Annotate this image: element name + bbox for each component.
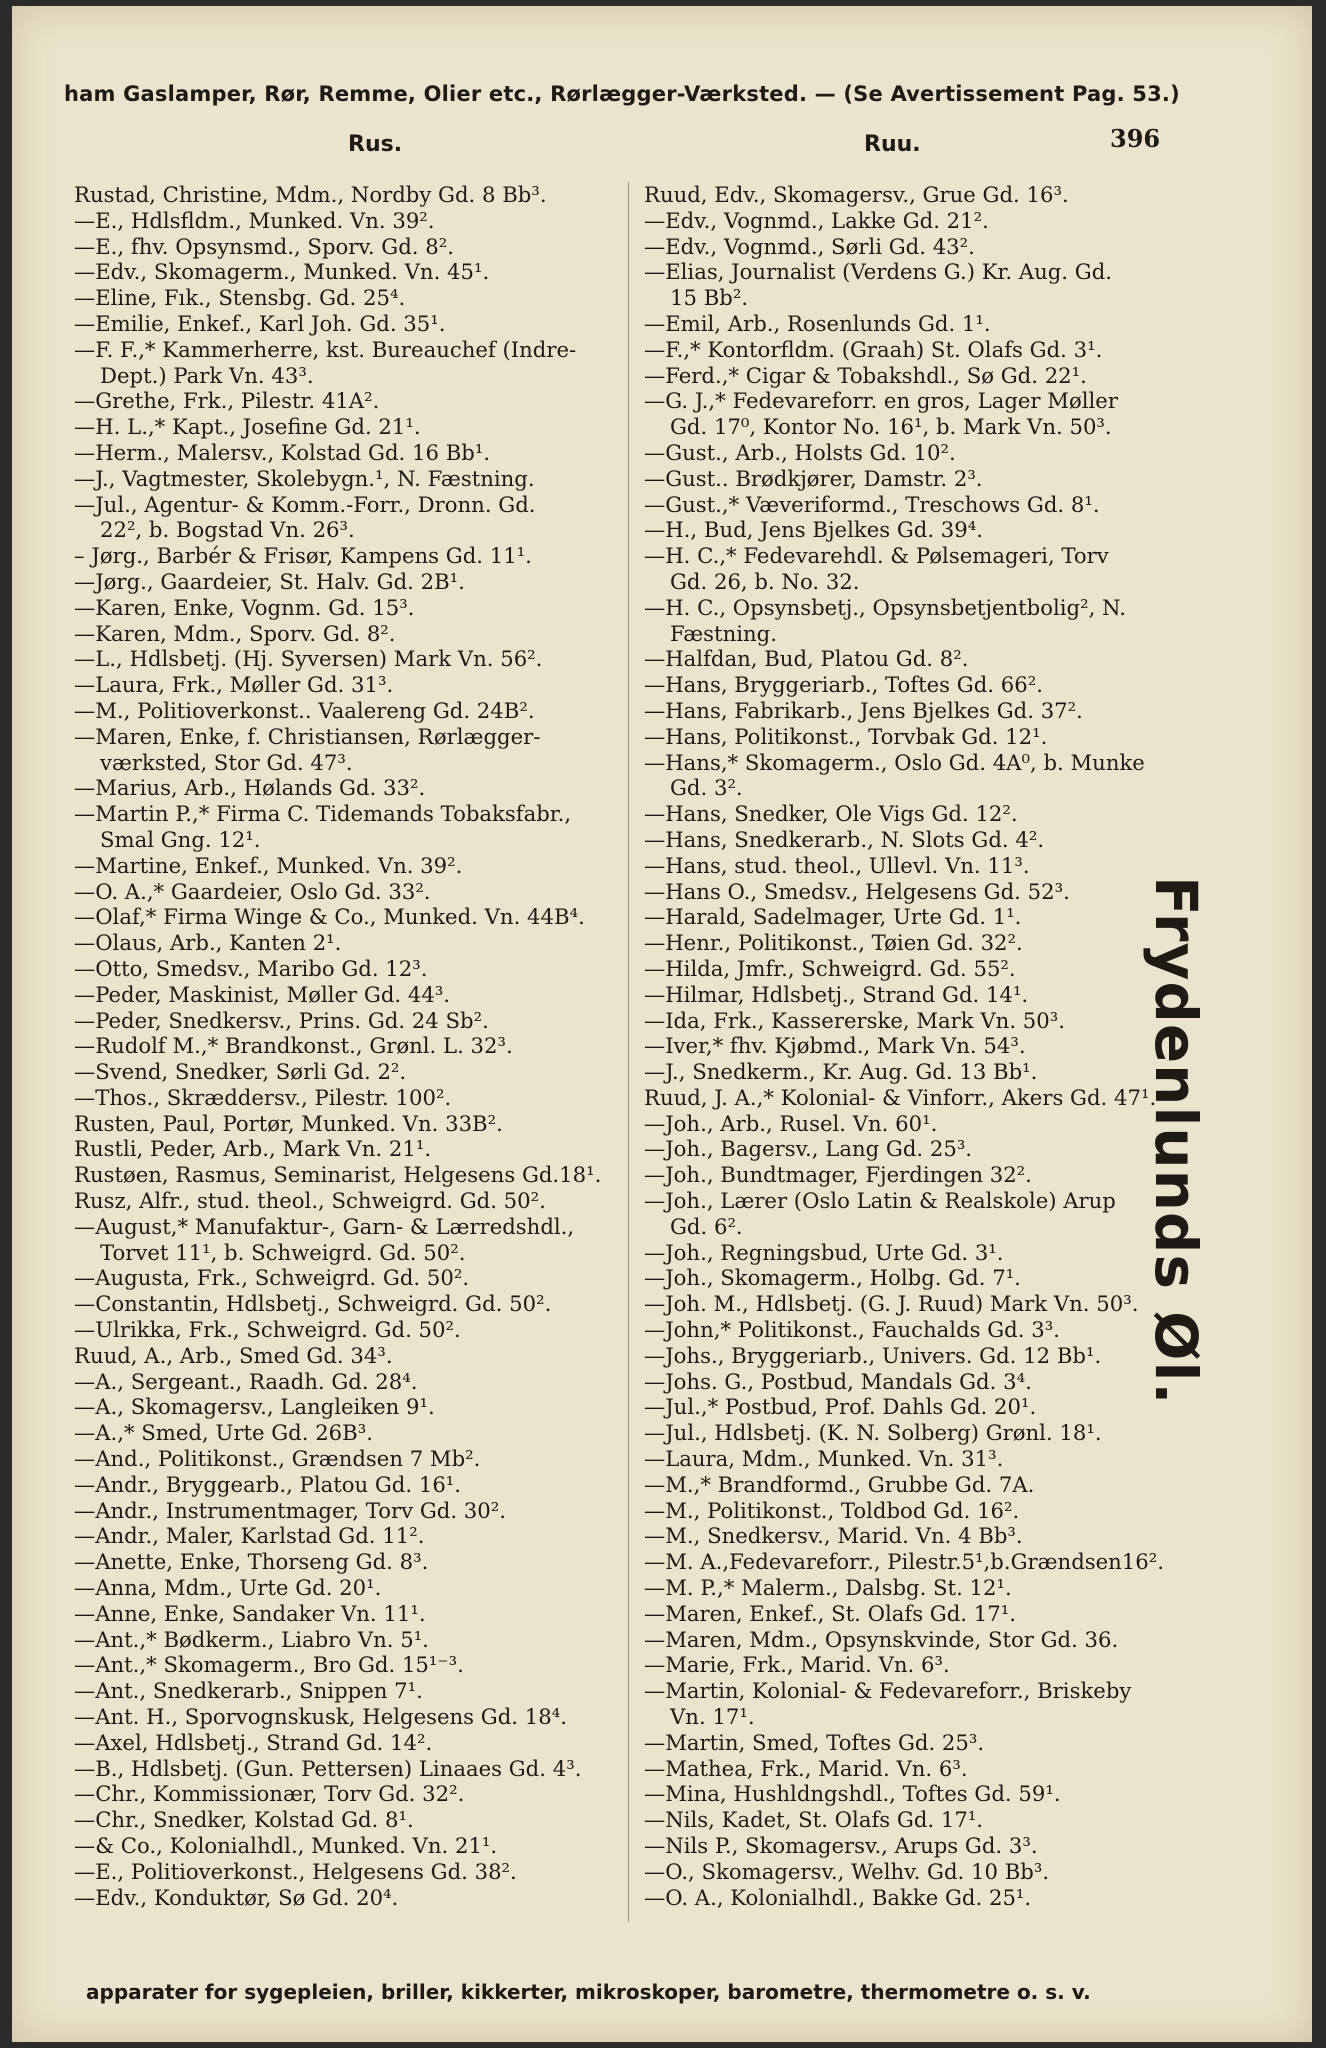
directory-entry: —Chr., Snedker, Kolstad Gd. 8¹. (74, 1807, 414, 1833)
directory-entry: Gd. 3². (670, 775, 743, 801)
directory-entry: —Maren, Enke, f. Christiansen, Rørlægger- (74, 723, 541, 749)
directory-entry: —M., Politioverkonst.. Vaalereng Gd. 24B². (74, 697, 535, 723)
right-column (644, 182, 1204, 1910)
directory-entry: —Chr., Kommissionær, Torv Gd. 32². (74, 1781, 465, 1807)
directory-entry: —Nils P., Skomagersv., Arups Gd. 3³. (644, 1833, 1038, 1858)
directory-entry: —Emil, Arb., Rosenlunds Gd. 1¹. (644, 310, 991, 336)
directory-entry: —Hans O., Smedsv., Helgesens Gd. 52³. (644, 878, 1070, 904)
directory-entry: Fæstning. (670, 620, 777, 646)
directory-entry: —Rudolf M.,* Brandkonst., Grønl. L. 32³. (74, 1033, 513, 1059)
directory-entry: —A.,* Smed, Urte Gd. 26B³. (74, 1420, 373, 1446)
bottom-advertisement: apparater for sygepleien, briller, kikkerter, mikroskoper, barometre, thermometre o. s. v. (86, 1980, 1091, 2004)
directory-entry: —J., Vagtmester, Skolebygn.¹, N. Fæstning. (74, 465, 535, 491)
header-left-word: Rus. (348, 132, 403, 157)
directory-entry: —Laura, Mdm., Munked. Vn. 31³. (644, 1446, 1004, 1472)
directory-entry: —A., Sergeant., Raadh. Gd. 28⁴. (74, 1368, 418, 1394)
directory-entry: —Gust.. Brødkjører, Damstr. 2³. (644, 465, 983, 491)
side-advertisement: Frydenlunds Øl. (1142, 876, 1210, 1406)
left-column (74, 182, 634, 1910)
page-number: 396 (1110, 124, 1161, 153)
directory-entry: —E., Politioverkonst., Helgesens Gd. 38². (74, 1858, 517, 1884)
directory-entry: Gd. 17⁰, Kontor No. 16¹, b. Mark Vn. 50³. (670, 414, 1112, 440)
directory-entry: —Maren, Mdm., Opsynskvinde, Stor Gd. 36. (644, 1626, 1119, 1652)
directory-entry: —Iver,* fhv. Kjøbmd., Mark Vn. 54³. (644, 1033, 1026, 1059)
directory-entry: —M., Politikonst., Toldbod Gd. 16². (644, 1497, 1020, 1523)
directory-entry: —Gust., Arb., Holsts Gd. 10². (644, 439, 956, 465)
directory-entry: —Andr., Instrumentmager, Torv Gd. 30². (74, 1497, 506, 1523)
directory-entry: —Joh., Lærer (Oslo Latin & Realskole) Arup (644, 1188, 1116, 1214)
directory-entry: —& Co., Kolonialhdl., Munked. Vn. 21¹. (74, 1833, 498, 1858)
directory-entry: —Karen, Mdm., Sporv. Gd. 8². (74, 620, 396, 646)
directory-entry: —Laura, Frk., Møller Gd. 31³. (74, 672, 394, 698)
directory-entry: 15 Bb². (670, 285, 749, 311)
directory-entry: —H. C.,* Fedevarehdl. & Pølsemageri, Torv (644, 543, 1109, 569)
directory-entry: Torvet 11¹, b. Schweigrd. Gd. 50². (100, 1239, 466, 1265)
directory-entry: —Karen, Enke, Vognm. Gd. 15³. (74, 594, 415, 620)
directory-entry: —A., Skomagersv., Langleiken 9¹. (74, 1394, 435, 1420)
directory-entry: —Mina, Hushldngshdl., Toftes Gd. 59¹. (644, 1781, 1061, 1807)
directory-entry: —Jul., Agentur- & Komm.-Forr., Dronn. Gd. (74, 491, 536, 517)
directory-entry: —Joh., Regningsbud, Urte Gd. 3¹. (644, 1239, 1004, 1265)
directory-entry: —Augusta, Frk., Schweigrd. Gd. 50². (74, 1265, 470, 1291)
directory-entry: Dept.) Park Vn. 43³. (100, 362, 314, 388)
directory-entry: —Hilmar, Hdlsbetj., Strand Gd. 14¹. (644, 981, 1029, 1007)
directory-entry: —Henr., Politikonst., Tøien Gd. 32². (644, 930, 1023, 956)
directory-entry: —F.,* Kontorfldm. (Graah) St. Olafs Gd. 3¹. (644, 336, 1103, 362)
directory-entry: —Gust.,* Væveriformd., Treschows Gd. 8¹. (644, 491, 1100, 517)
directory-entry: Ruud, A., Arb., Smed Gd. 34³. (74, 1342, 393, 1368)
directory-entry: —Herm., Malersv., Kolstad Gd. 16 Bb¹. (74, 439, 491, 465)
directory-entry: —Martin, Smed, Toftes Gd. 25³. (644, 1729, 985, 1755)
directory-entry: 22², b. Bogstad Vn. 26³. (100, 517, 355, 543)
directory-entry: —Andr., Maler, Karlstad Gd. 11². (74, 1523, 425, 1549)
directory-entry: —Jul.,* Postbud, Prof. Dahls Gd. 20¹. (644, 1394, 1037, 1420)
directory-entry: —H., Bud, Jens Bjelkes Gd. 39⁴. (644, 517, 983, 543)
directory-entry: —Hans, Snedker, Ole Vigs Gd. 12². (644, 801, 1018, 827)
directory-entry: —Jørg., Gaardeier, St. Halv. Gd. 2B¹. (74, 568, 465, 594)
directory-entry: —Joh., Skomagerm., Holbg. Gd. 7¹. (644, 1265, 1021, 1291)
directory-entry: Gd. 26, b. No. 32. (670, 568, 860, 594)
directory-entry: —Svend, Snedker, Sørli Gd. 2². (74, 1059, 407, 1085)
column-divider (628, 182, 629, 1922)
directory-entry: —Eline, Fık., Stensbg. Gd. 25⁴. (74, 285, 406, 311)
directory-entry: —Ant., Snedkerarb., Snippen 7¹. (74, 1678, 423, 1704)
directory-entry: —O. A., Kolonialhdl., Bakke Gd. 25¹. (644, 1884, 1032, 1910)
directory-entry: —Edv., Skomagerm., Munked. Vn. 45¹. (74, 259, 490, 285)
directory-entry: —M.,* Brandformd., Grubbe Gd. 7A. (644, 1471, 1035, 1497)
directory-entry: —Halfdan, Bud, Platou Gd. 8². (644, 646, 969, 672)
directory-entry: —Edv., Konduktør, Sø Gd. 20⁴. (74, 1884, 399, 1910)
directory-entry: —G. J.,* Fedevareforr. en gros, Lager Møller (644, 388, 1118, 414)
directory-entry: Smal Gng. 12¹. (100, 826, 261, 852)
directory-entry: —Emilie, Enkef., Karl Joh. Gd. 35¹. (74, 310, 446, 336)
directory-entry: —Joh. M., Hdlsbetj. (G. J. Ruud) Mark Vn. 50³. (644, 1291, 1139, 1317)
directory-entry: —Peder, Maskinist, Møller Gd. 44³. (74, 981, 451, 1007)
directory-entry: – Jørg., Barbér & Frisør, Kampens Gd. 11¹. (74, 543, 532, 569)
directory-entry: —Ant.,* Skomagerm., Bro Gd. 15¹⁻³. (74, 1652, 464, 1678)
directory-entry: —Elias, Journalist (Verdens G.) Kr. Aug. Gd. (644, 259, 1113, 285)
directory-entry: —Edv., Vognmd., Lakke Gd. 21². (644, 207, 989, 233)
directory-entry: —Maren, Enkef., St. Olafs Gd. 17¹. (644, 1600, 1016, 1626)
directory-entry: Gd. 6². (670, 1213, 743, 1239)
directory-entry: Vn. 17¹. (670, 1704, 755, 1730)
directory-entry: —J., Snedkerm., Kr. Aug. Gd. 13 Bb¹. (644, 1059, 1038, 1085)
directory-entry: —Ulrikka, Frk., Schweigrd. Gd. 50². (74, 1317, 461, 1343)
directory-entry: —Constantin, Hdlsbetj., Schweigrd. Gd. 50². (74, 1291, 552, 1317)
directory-entry: —Ferd.,* Cigar & Tobakshdl., Sø Gd. 22¹. (644, 362, 1087, 388)
directory-entry: —Marius, Arb., Hølands Gd. 33². (74, 775, 426, 801)
directory-entry: —Peder, Snedkersv., Prins. Gd. 24 Sb². (74, 1007, 489, 1033)
directory-entry: —Mathea, Frk., Marid. Vn. 6³. (644, 1755, 968, 1781)
directory-entry: —Otto, Smedsv., Maribo Gd. 12³. (74, 955, 428, 981)
directory-entry: —M., Snedkersv., Marid. Vn. 4 Bb³. (644, 1523, 1023, 1549)
directory-entry: —O., Skomagersv., Welhv. Gd. 10 Bb³. (644, 1858, 1050, 1884)
directory-entry: —Hilda, Jmfr., Schweigrd. Gd. 55². (644, 955, 1016, 981)
directory-entry: —E., Hdlsfldm., Munked. Vn. 39². (74, 207, 435, 233)
directory-entry: —Hans, Bryggeriarb., Toftes Gd. 66². (644, 672, 1043, 698)
directory-entry: Rustad, Christine, Mdm., Nordby Gd. 8 Bb³. (74, 182, 547, 207)
directory-entry: —Ant. H., Sporvognskusk, Helgesens Gd. 18⁴. (74, 1704, 567, 1730)
directory-entry: —Joh., Bundtmager, Fjerdingen 32². (644, 1162, 1032, 1188)
directory-entry: —Hans, Snedkerarb., N. Slots Gd. 4². (644, 826, 1045, 852)
directory-entry: —John,* Politikonst., Fauchalds Gd. 3³. (644, 1317, 1060, 1343)
directory-entry: —Anette, Enke, Thorseng Gd. 8³. (74, 1549, 429, 1575)
directory-entry: —Olaus, Arb., Kanten 2¹. (74, 930, 342, 956)
directory-entry: —Hans, Politikonst., Torvbak Gd. 12¹. (644, 723, 1048, 749)
directory-entry: —And., Politikonst., Grændsen 7 Mb². (74, 1446, 481, 1472)
directory-entry: —Harald, Sadelmager, Urte Gd. 1¹. (644, 904, 1022, 930)
directory-entry: Rustli, Peder, Arb., Mark Vn. 21¹. (74, 1136, 432, 1162)
top-advertisement: ham Gaslamper, Rør, Remme, Olier etc., Rørlægger-Værksted. — (Se Avertissement Pag. 53.) (64, 82, 1180, 106)
directory-entry: —B., Hdlsbetj. (Gun. Pettersen) Linaaes Gd. 4³. (74, 1755, 582, 1781)
directory-entry: —Marie, Frk., Marid. Vn. 6³. (644, 1652, 950, 1678)
directory-entry: —Johs. G., Postbud, Mandals Gd. 3⁴. (644, 1368, 1032, 1394)
directory-entry: —Martine, Enkef., Munked. Vn. 39². (74, 852, 463, 878)
directory-entry: —L., Hdlsbetj. (Hj. Syversen) Mark Vn. 56². (74, 646, 543, 672)
directory-entry: —Anne, Enke, Sandaker Vn. 11¹. (74, 1600, 426, 1626)
directory-entry: værksted, Stor Gd. 47³. (100, 749, 353, 775)
directory-entry: —Martin P.,* Firma C. Tidemands Tobaksfabr., (74, 801, 572, 827)
directory-entry: Rusten, Paul, Portør, Munked. Vn. 33B². (74, 1110, 503, 1136)
directory-entry: Rusz, Alfr., stud. theol., Schweigrd. Gd. 50². (74, 1188, 546, 1214)
directory-entry: —E., fhv. Opsynsmd., Sporv. Gd. 8². (74, 233, 454, 259)
directory-entry: —Axel, Hdlsbetj., Strand Gd. 14². (74, 1729, 433, 1755)
directory-entry: —H. L.,* Kapt., Josefine Gd. 21¹. (74, 414, 421, 440)
directory-entry: —Hans, Fabrikarb., Jens Bjelkes Gd. 37². (644, 697, 1083, 723)
directory-entry: Ruud, Edv., Skomagersv., Grue Gd. 16³. (644, 182, 1069, 207)
directory-entry: —Thos., Skræddersv., Pilestr. 100². (74, 1084, 452, 1110)
directory-entry: —Olaf,* Firma Winge & Co., Munked. Vn. 44B⁴. (74, 904, 585, 930)
directory-entry: —Jul., Hdlsbetj. (K. N. Solberg) Grønl. 18¹. (644, 1420, 1102, 1446)
directory-entry: Ruud, J. A.,* Kolonial- & Vinforr., Akers Gd. 47¹. (644, 1084, 1157, 1110)
directory-entry: —Hans, stud. theol., Ullevl. Vn. 11³. (644, 852, 1030, 878)
directory-entry: —Grethe, Frk., Pilestr. 41A². (74, 388, 380, 414)
directory-entry: —Nils, Kadet, St. Olafs Gd. 17¹. (644, 1807, 984, 1833)
directory-entry: —M. P.,* Malerm., Dalsbg. St. 12¹. (644, 1575, 1012, 1601)
directory-entry: —Joh., Bagersv., Lang Gd. 25³. (644, 1136, 973, 1162)
header-right-word: Ruu. (864, 132, 921, 157)
directory-page (12, 6, 1312, 2042)
directory-entry: —F. F.,* Kammerherre, kst. Bureauchef (Indre- (74, 336, 577, 362)
directory-entry: —Ant.,* Bødkerm., Liabro Vn. 5¹. (74, 1626, 429, 1652)
directory-entry: —Andr., Bryggearb., Platou Gd. 16¹. (74, 1471, 462, 1497)
directory-entry: —Ida, Frk., Kassererske, Mark Vn. 50³. (644, 1007, 1065, 1033)
directory-entry: —Hans,* Skomagerm., Oslo Gd. 4A⁰, b. Munke (644, 749, 1145, 775)
directory-entry: —August,* Manufaktur-, Garn- & Lærredshdl., (74, 1213, 575, 1239)
directory-entry: —Anna, Mdm., Urte Gd. 20¹. (74, 1575, 382, 1601)
directory-entry: —Johs., Bryggeriarb., Univers. Gd. 12 Bb¹. (644, 1342, 1102, 1368)
directory-entry: Rustøen, Rasmus, Seminarist, Helgesens Gd.18¹. (74, 1162, 602, 1188)
directory-entry: —M. A.,Fedevareforr., Pilestr.5¹,b.Grændsen16². (644, 1549, 1165, 1575)
directory-entry: —Joh., Arb., Rusel. Vn. 60¹. (644, 1110, 938, 1136)
directory-entry: —O. A.,* Gaardeier, Oslo Gd. 33². (74, 878, 431, 904)
directory-entry: —H. C., Opsynsbetj., Opsynsbetjentbolig², N. (644, 594, 1126, 620)
directory-entry: —Edv., Vognmd., Sørli Gd. 43². (644, 233, 975, 259)
directory-entry: —Martin, Kolonial- & Fedevareforr., Briskeby (644, 1678, 1132, 1704)
